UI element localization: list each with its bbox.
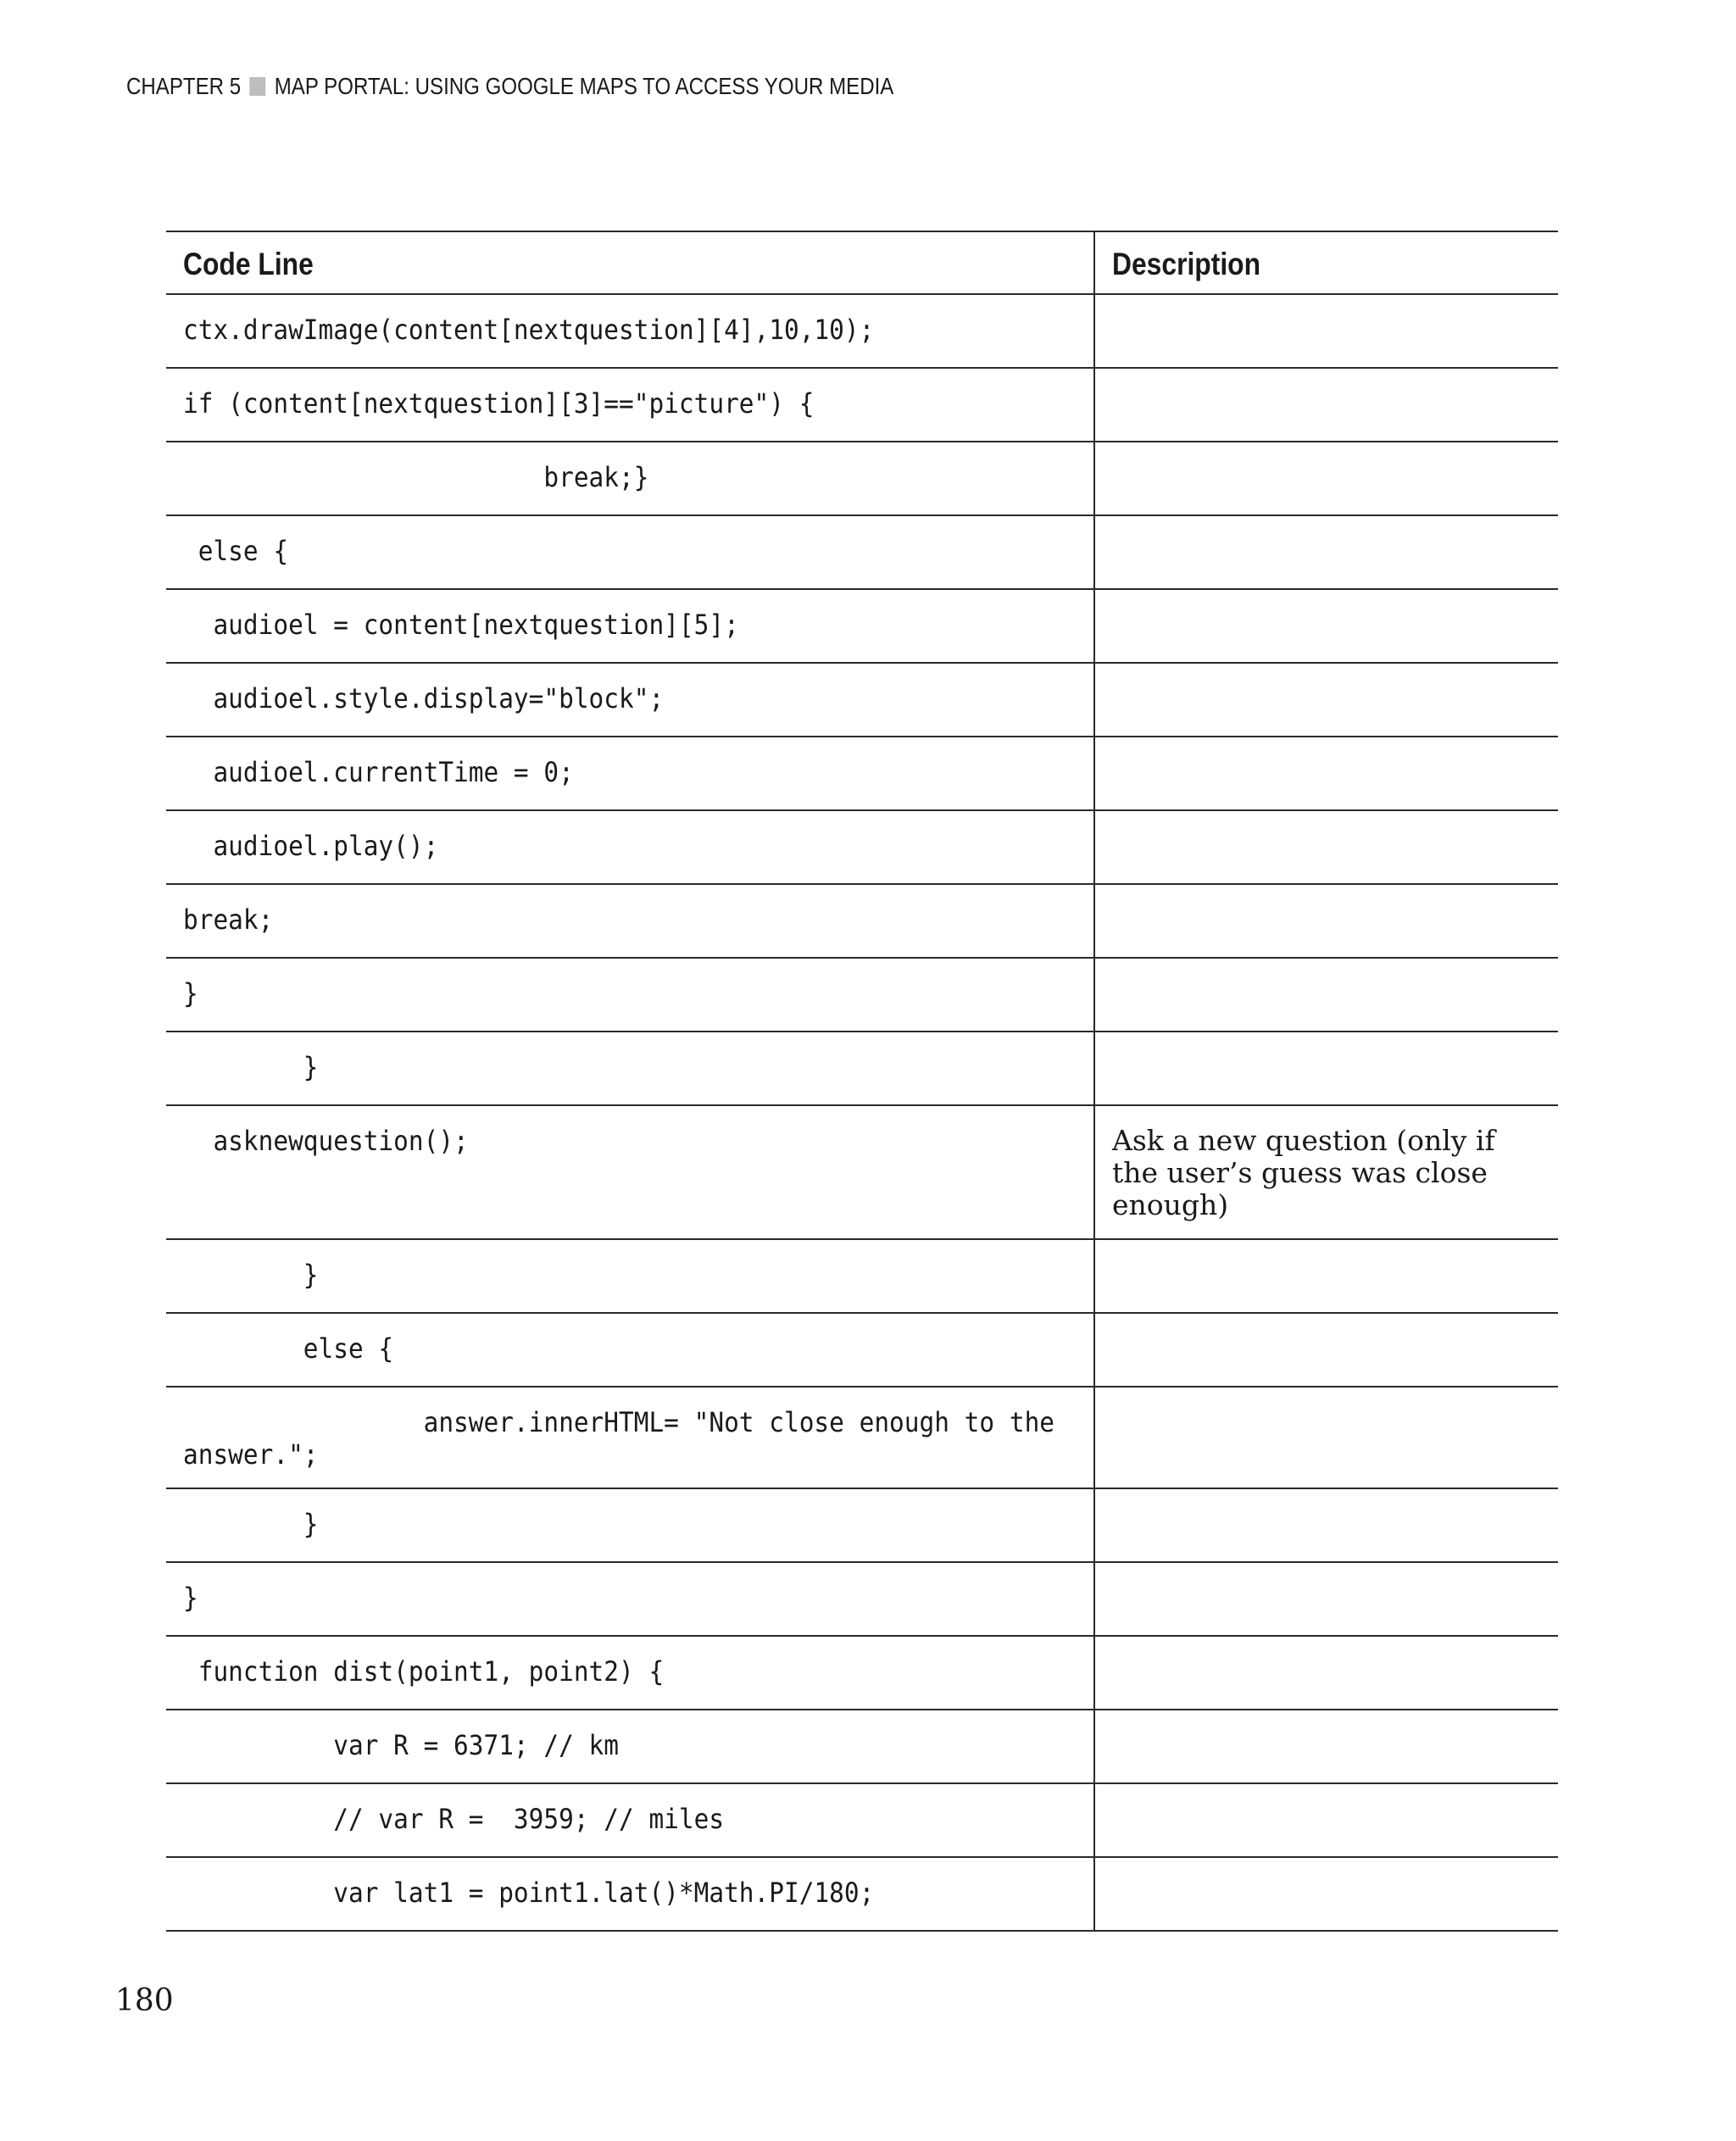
description-cell [1094,1239,1558,1313]
code-line-text: // var R = 3959; // miles [183,1803,725,1835]
description-cell [1094,368,1558,442]
table-row [166,1636,1558,1710]
code-line-text: } [183,1582,198,1614]
code-line-text: else { [183,535,289,567]
description-cell [1094,1488,1558,1562]
table-row [166,810,1558,884]
table-row [166,1032,1558,1105]
code-cell [166,884,1094,958]
table-row [166,737,1558,810]
code-line-text: } [183,1508,319,1540]
table-row [166,1562,1558,1636]
code-line-text: audioel.currentTime = 0; [183,756,574,788]
table-row [166,884,1558,958]
page-number: 180 [115,1983,174,2018]
code-cell [166,1105,1094,1239]
table-row [166,515,1558,589]
table-row [166,442,1558,515]
table-row [166,1857,1558,1931]
description-cell [1094,589,1558,663]
description-cell [1094,1636,1558,1710]
code-line-text: audioel = content[nextquestion][5]; [183,609,739,641]
description-cell [1094,1857,1558,1931]
description-cell [1094,1562,1558,1636]
code-table [166,231,1558,1932]
code-line-text: answer.innerHTML= "Not close enough to the answer."; [183,1406,1055,1471]
code-cell [166,589,1094,663]
table-body [166,294,1558,1931]
code-cell [166,1857,1094,1931]
column-header-description: Description [1094,231,1558,294]
table-row [166,294,1558,368]
code-cell [166,294,1094,368]
code-line-text: else { [183,1332,394,1365]
code-cell [166,1710,1094,1783]
description-cell [1094,1032,1558,1105]
running-head [126,73,893,100]
description-cell [1094,1783,1558,1857]
code-line-text: break; [183,904,274,936]
table-row [166,368,1558,442]
code-cell [166,1562,1094,1636]
description-cell [1094,958,1558,1032]
code-cell [166,515,1094,589]
description-cell [1094,810,1558,884]
description-cell [1094,884,1558,958]
code-line-text: asknewquestion(); [183,1125,469,1157]
description-cell [1094,663,1558,737]
code-line-text: audioel.play(); [183,830,439,862]
code-cell [166,1239,1094,1313]
code-cell [166,1488,1094,1562]
table-row [166,589,1558,663]
chapter-label: CHAPTER 5 [126,73,242,99]
chapter-title: MAP PORTAL: USING GOOGLE MAPS TO ACCESS YOUR MEDIA [274,73,894,99]
table-row [166,1710,1558,1783]
separator-square-icon [249,77,265,96]
code-line-text: if (content[nextquestion][3]=="picture") { [183,387,815,420]
code-line-text: function dist(point1, point2) { [183,1655,665,1688]
code-line-text: var R = 6371; // km [183,1729,620,1761]
description-cell [1094,737,1558,810]
description-cell [1094,294,1558,368]
table-row [166,1488,1558,1562]
code-cell [166,1313,1094,1387]
code-cell [166,737,1094,810]
description-cell: Ask a new question (only if the user’s guess was close enough) [1094,1105,1558,1239]
code-line-text: ctx.drawImage(content[nextquestion][4],10,10); [183,314,875,346]
column-header-code-line: Code Line [166,231,1094,294]
code-line-text: } [183,1051,319,1083]
description-cell [1094,1710,1558,1783]
code-cell [166,1636,1094,1710]
code-cell [166,810,1094,884]
table-row [166,1239,1558,1313]
code-cell [166,958,1094,1032]
table-header-row [166,231,1558,294]
description-cell [1094,515,1558,589]
code-cell [166,368,1094,442]
table-row [166,1313,1558,1387]
code-line-text: } [183,977,198,1009]
description-cell [1094,1313,1558,1387]
description-cell [1094,442,1558,515]
code-cell [166,1387,1094,1488]
table-row [166,1105,1558,1239]
code-cell [166,442,1094,515]
table-row [166,1387,1558,1488]
code-line-text: var lat1 = point1.lat()*Math.PI/180; [183,1877,875,1909]
table-row [166,958,1558,1032]
description-cell [1094,1387,1558,1488]
code-line-text: } [183,1259,319,1291]
code-cell [166,1783,1094,1857]
code-line-text: audioel.style.display="block"; [183,682,665,715]
code-cell [166,663,1094,737]
table-row [166,1783,1558,1857]
code-cell [166,1032,1094,1105]
code-line-text: break;} [183,461,649,493]
table-row [166,663,1558,737]
